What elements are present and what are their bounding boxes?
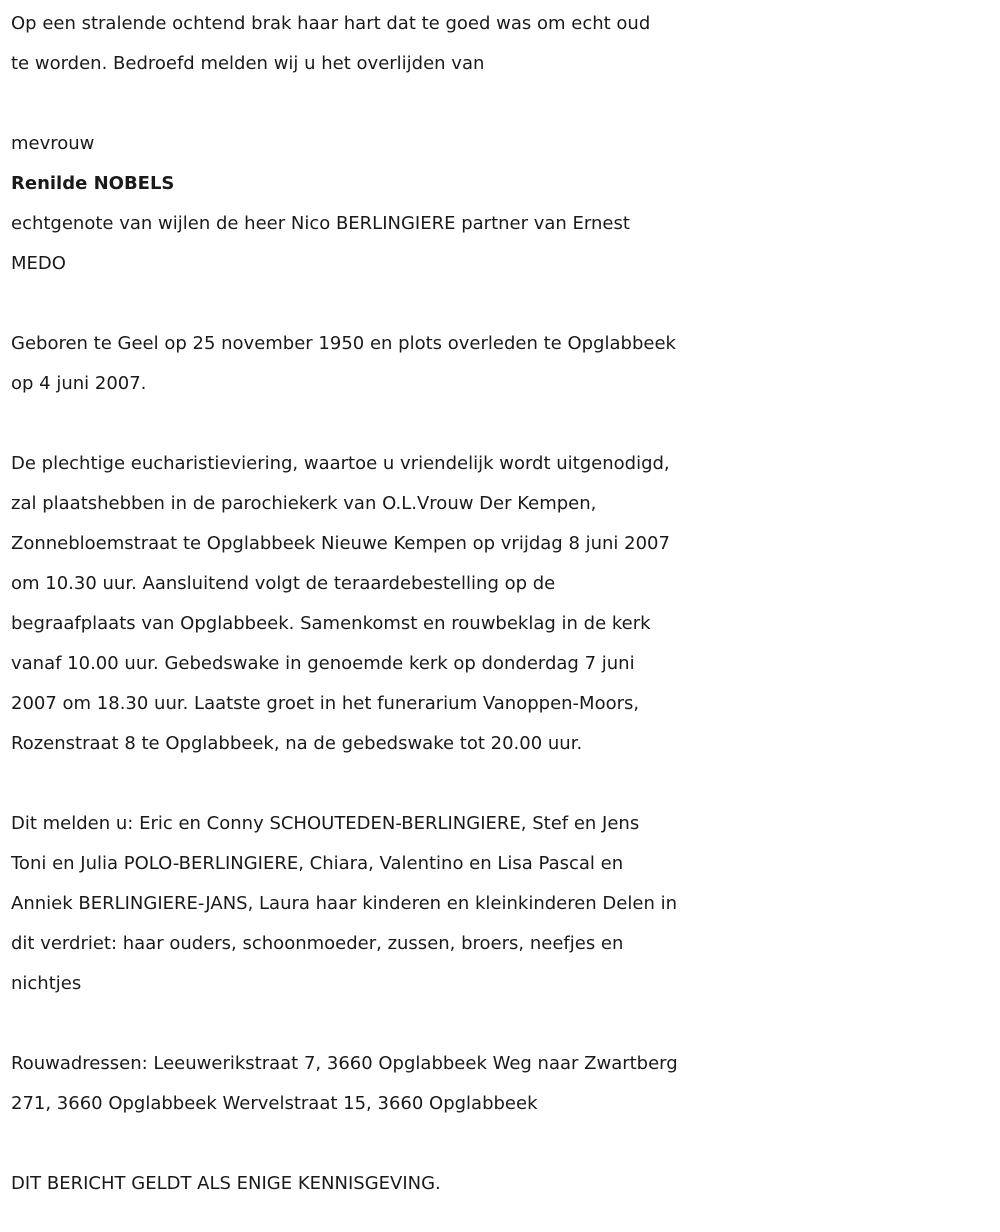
text-line: begraafplaats van Opglabbeek. Samenkomst en rouwbeklag in de kerk	[11, 613, 651, 634]
text-line: om 10.30 uur. Aansluitend volgt de teraardebestelling op de	[11, 573, 556, 594]
text-line: MEDO	[11, 253, 66, 274]
death-notice	[11, 4, 996, 1204]
paragraph-gap	[11, 1124, 996, 1164]
ceremony-paragraph	[11, 444, 996, 764]
relation-paragraph	[11, 204, 996, 284]
opening-paragraph	[11, 4, 996, 84]
text-line: Rouwadressen: Leeuwerikstraat 7, 3660 Opglabbeek Weg naar Zwartberg	[11, 1053, 678, 1074]
deceased-name: Renilde NOBELS	[11, 173, 175, 194]
birth-death-paragraph	[11, 324, 996, 404]
paragraph-gap	[11, 1004, 996, 1044]
text-line: Zonnebloemstraat te Opglabbeek Nieuwe Kempen op vrijdag 8 juni 2007	[11, 533, 670, 554]
text-line: Geboren te Geel op 25 november 1950 en plots overleden te Opglabbeek	[11, 333, 676, 354]
text-line: 271, 3660 Opglabbeek Wervelstraat 15, 3660 Opglabbeek	[11, 1093, 538, 1114]
text-line: te worden. Bedroefd melden wij u het overlijden van	[11, 53, 485, 74]
family-paragraph	[11, 804, 996, 1004]
paragraph-gap	[11, 404, 996, 444]
text-line: vanaf 10.00 uur. Gebedswake in genoemde kerk op donderdag 7 juni	[11, 653, 635, 674]
paragraph-gap	[11, 764, 996, 804]
paragraph-gap	[11, 284, 996, 324]
text-line: echtgenote van wijlen de heer Nico BERLINGIERE partner van Ernest	[11, 213, 630, 234]
text-line: zal plaatshebben in de parochiekerk van O.L.Vrouw Der Kempen,	[11, 493, 597, 514]
text-line: Rozenstraat 8 te Opglabbeek, na de gebedswake tot 20.00 uur.	[11, 733, 583, 754]
paragraph-gap	[11, 84, 996, 124]
text-line: 2007 om 18.30 uur. Laatste groet in het funerarium Vanoppen-Moors,	[11, 693, 640, 714]
salutation: mevrouw	[11, 133, 95, 154]
text-line: dit verdriet: haar ouders, schoonmoeder, zussen, broers, neefjes en	[11, 933, 624, 954]
text-line: Dit melden u: Eric en Conny SCHOUTEDEN-BERLINGIERE, Stef en Jens	[11, 813, 640, 834]
text-line: De plechtige eucharistieviering, waartoe u vriendelijk wordt uitgenodigd,	[11, 453, 670, 474]
addresses-paragraph	[11, 1044, 996, 1124]
text-line: Toni en Julia POLO-BERLINGIERE, Chiara, Valentino en Lisa Pascal en	[11, 853, 624, 874]
closing-statement: DIT BERICHT GELDT ALS ENIGE KENNISGEVING.	[11, 1173, 441, 1194]
text-line: nichtjes	[11, 973, 82, 994]
text-line: op 4 juni 2007.	[11, 373, 147, 394]
text-line: Op een stralende ochtend brak haar hart dat te goed was om echt oud	[11, 13, 651, 34]
text-line: Anniek BERLINGIERE-JANS, Laura haar kinderen en kleinkinderen Delen in	[11, 893, 677, 914]
